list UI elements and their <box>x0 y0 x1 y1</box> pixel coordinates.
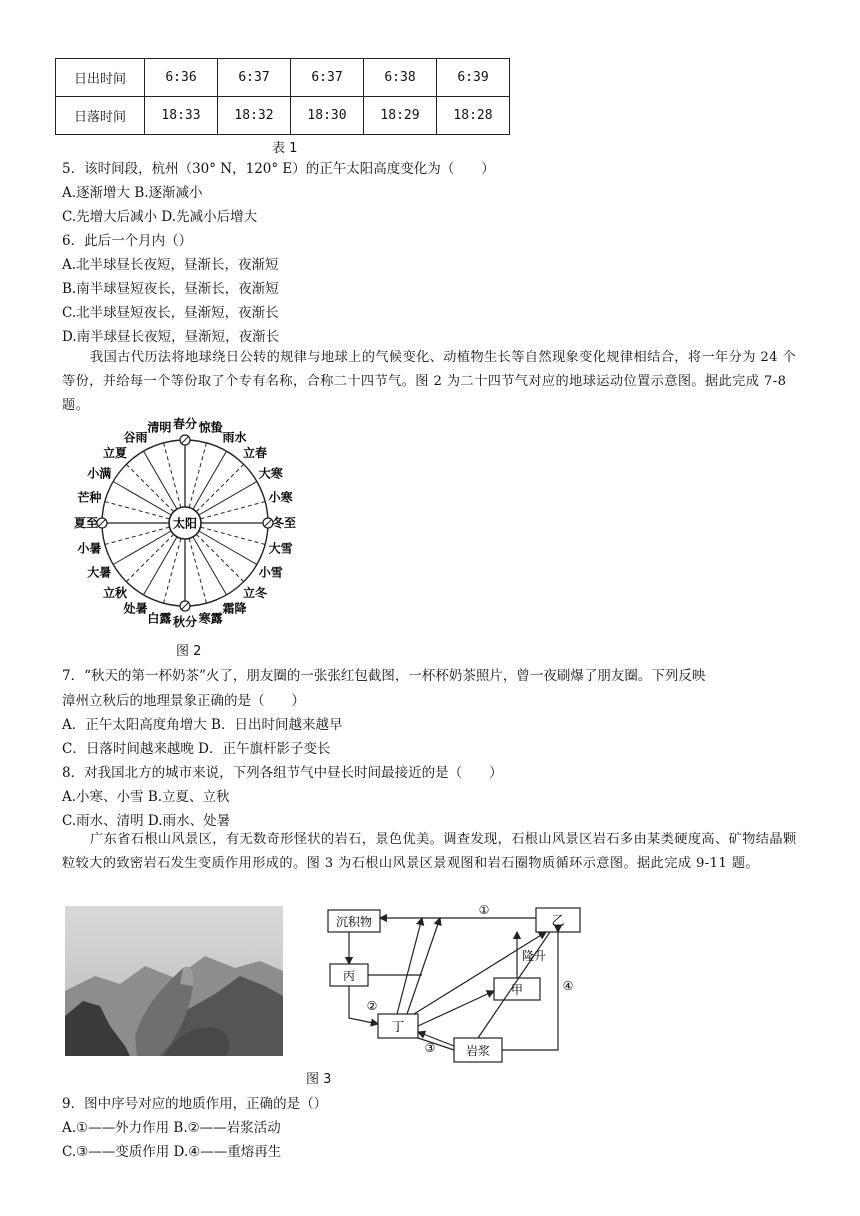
solar-term-label: 秋分 <box>172 615 198 629</box>
sunrise-sunset-table <box>55 58 510 135</box>
intro-paragraph-shigenshan: 广东省石根山风景区，有无数奇形怪状的岩石，景色优美。调查发现，石根山风景区岩石多由某类硬度高、矿物结晶颗粒较大的致密岩石发生变质作用形成的。图 3 为石根山风景区景观图和岩石圈物质循环示意图。据此完成 9-11 题。 <box>62 832 797 871</box>
term-radius-line <box>196 534 243 581</box>
question-8-options-cd: C.雨水、清明 D.雨水、处暑 <box>62 813 231 829</box>
solar-term-label: 大雪 <box>268 541 293 556</box>
solar-term-label: 惊蛰 <box>198 420 223 435</box>
row-label: 日落时间 <box>56 97 145 135</box>
label-jia: 甲 <box>510 983 524 997</box>
question-5-options-ab: A.逐渐增大 B.逐渐减小 <box>62 185 203 201</box>
table-cell: 18:28 <box>437 97 510 135</box>
solar-term-label: 小满 <box>87 466 112 481</box>
term-radius-line <box>200 527 265 544</box>
table-cell: 6:37 <box>218 59 291 97</box>
question-9-options-ab: A.①——外力作用 B.②——岩浆活动 <box>62 1120 281 1136</box>
solar-term-label: 立夏 <box>102 445 128 460</box>
question-7-options-ab: A．正午太阳高度角增大 B．日出时间越来越早 <box>62 717 343 733</box>
term-radius-line <box>113 531 171 565</box>
solar-term-label: 小寒 <box>268 490 293 505</box>
label-ding: 丁 <box>391 1020 405 1035</box>
marker-4: ④ <box>562 979 574 993</box>
question-7-stem-line2: 漳州立秋后的地理景象正确的是（ ） <box>62 693 305 709</box>
term-radius-line <box>164 443 181 508</box>
term-radius-line <box>144 537 178 595</box>
table-cell: 6:38 <box>364 59 437 97</box>
solar-term-label: 夏至 <box>73 516 99 530</box>
question-8-options-ab: A.小寒、小雪 B.立夏、立秋 <box>62 789 230 805</box>
rock-cycle-diagram <box>322 898 592 1066</box>
solar-term-label: 寒露 <box>198 611 223 626</box>
figure-3-caption: 图 3 <box>306 1072 332 1087</box>
solar-term-label: 立冬 <box>242 586 268 601</box>
question-5-options-cd: C.先增大后减小 D.先减小后增大 <box>62 209 258 225</box>
solar-term-label: 处暑 <box>123 601 148 616</box>
solar-term-label: 清明 <box>147 420 172 435</box>
marker-3: ③ <box>424 1041 436 1055</box>
term-radius-line <box>196 464 243 511</box>
marker-2: ② <box>366 999 378 1013</box>
table-cell: 18:29 <box>364 97 437 135</box>
question-7-options-cd: C．日落时间越来越晚 D．正午旗杆影子变长 <box>62 741 331 757</box>
scenic-landscape-photo <box>65 906 283 1056</box>
label-uplift: 隆升 <box>522 949 547 963</box>
label-yi: 乙 <box>551 914 565 929</box>
table-cell: 18:30 <box>291 97 364 135</box>
term-radius-line <box>199 482 257 516</box>
term-radius-line <box>200 502 265 519</box>
term-radius-line <box>193 451 227 509</box>
intro-paragraph-solar-terms: 我国古代历法将地球绕日公转的规律与地球上的气候变化、动植物生长等自然现象变化规律相结合，将一年分为 24 个等份，并给每一个等份取了个专有名称，合称二十四节气。图 2 为二十四节气对应的地球运动位置示意图。据此完成 7-8 题。 <box>62 350 797 413</box>
table-row <box>56 59 510 97</box>
term-radius-line <box>113 482 171 516</box>
label-magma: 岩浆 <box>465 1044 491 1058</box>
term-radius-line <box>105 527 170 544</box>
solar-term-label: 小暑 <box>77 541 102 556</box>
term-radius-line <box>193 537 227 595</box>
solar-term-label: 大寒 <box>258 466 283 481</box>
solar-term-label: 大暑 <box>87 565 112 580</box>
question-7-stem-line1: 7．“秋天的第一杯奶茶”火了，朋友圈的一张张红包截图，一杯杯奶茶照片，曾一夜刷爆了朋友圈。下列反映 <box>62 668 706 684</box>
row-label: 日出时间 <box>56 59 145 97</box>
marker-1: ① <box>478 903 490 917</box>
figure-2-caption: 图 2 <box>176 644 202 659</box>
solar-term-label: 谷雨 <box>123 430 148 445</box>
question-6-option-d: D.南半球昼长夜短，昼渐短，夜渐长 <box>62 329 280 345</box>
question-9-stem: 9．图中序号对应的地质作用，正确的是（） <box>62 1096 328 1112</box>
label-sediment: 沉积物 <box>335 915 373 929</box>
label-bing: 丙 <box>342 969 356 983</box>
question-8-stem: 8．对我国北方的城市来说，下列各组节气中昼长时间最接近的是（ ） <box>62 765 503 781</box>
table-row <box>56 97 510 135</box>
solar-term-label: 小雪 <box>258 565 283 580</box>
question-9-options-cd: C.③——变质作用 D.④——重熔再生 <box>62 1144 282 1160</box>
question-6-option-c: C.北半球昼短夜长，昼渐短，夜渐长 <box>62 305 279 321</box>
table-cell: 18:32 <box>218 97 291 135</box>
solar-term-label: 立春 <box>242 445 268 460</box>
term-radius-line <box>164 538 181 603</box>
question-6-option-a: A.北半球昼长夜短，昼渐长，夜渐短 <box>62 257 279 273</box>
table-cell: 18:33 <box>145 97 218 135</box>
sun-label: 太阳 <box>172 516 198 531</box>
table-caption: 表 1 <box>272 141 298 156</box>
term-radius-line <box>189 538 206 603</box>
question-6-option-b: B.南半球昼短夜长，昼渐长，夜渐短 <box>62 281 279 297</box>
table-cell: 6:36 <box>145 59 218 97</box>
term-radius-line <box>126 534 173 581</box>
question-5-stem: 5．该时间段，杭州（30° N，120° E）的正午太阳高度变化为（ ） <box>62 161 495 177</box>
solar-term-label: 春分 <box>172 417 198 431</box>
term-radius-line <box>126 464 173 511</box>
solar-term-label: 霜降 <box>222 601 247 616</box>
term-radius-line <box>199 531 257 565</box>
term-radius-line <box>144 451 178 509</box>
solar-term-label: 白露 <box>147 611 172 626</box>
solar-term-label: 雨水 <box>222 430 247 445</box>
solar-term-label: 冬至 <box>271 516 297 530</box>
table-cell: 6:37 <box>291 59 364 97</box>
table-cell: 6:39 <box>437 59 510 97</box>
question-6-stem: 6．此后一个月内（） <box>62 233 193 249</box>
solar-terms-diagram <box>60 413 320 635</box>
solar-term-label: 芒种 <box>77 490 102 505</box>
term-radius-line <box>189 443 206 508</box>
term-radius-line <box>105 502 170 519</box>
solar-term-label: 立秋 <box>102 586 128 601</box>
